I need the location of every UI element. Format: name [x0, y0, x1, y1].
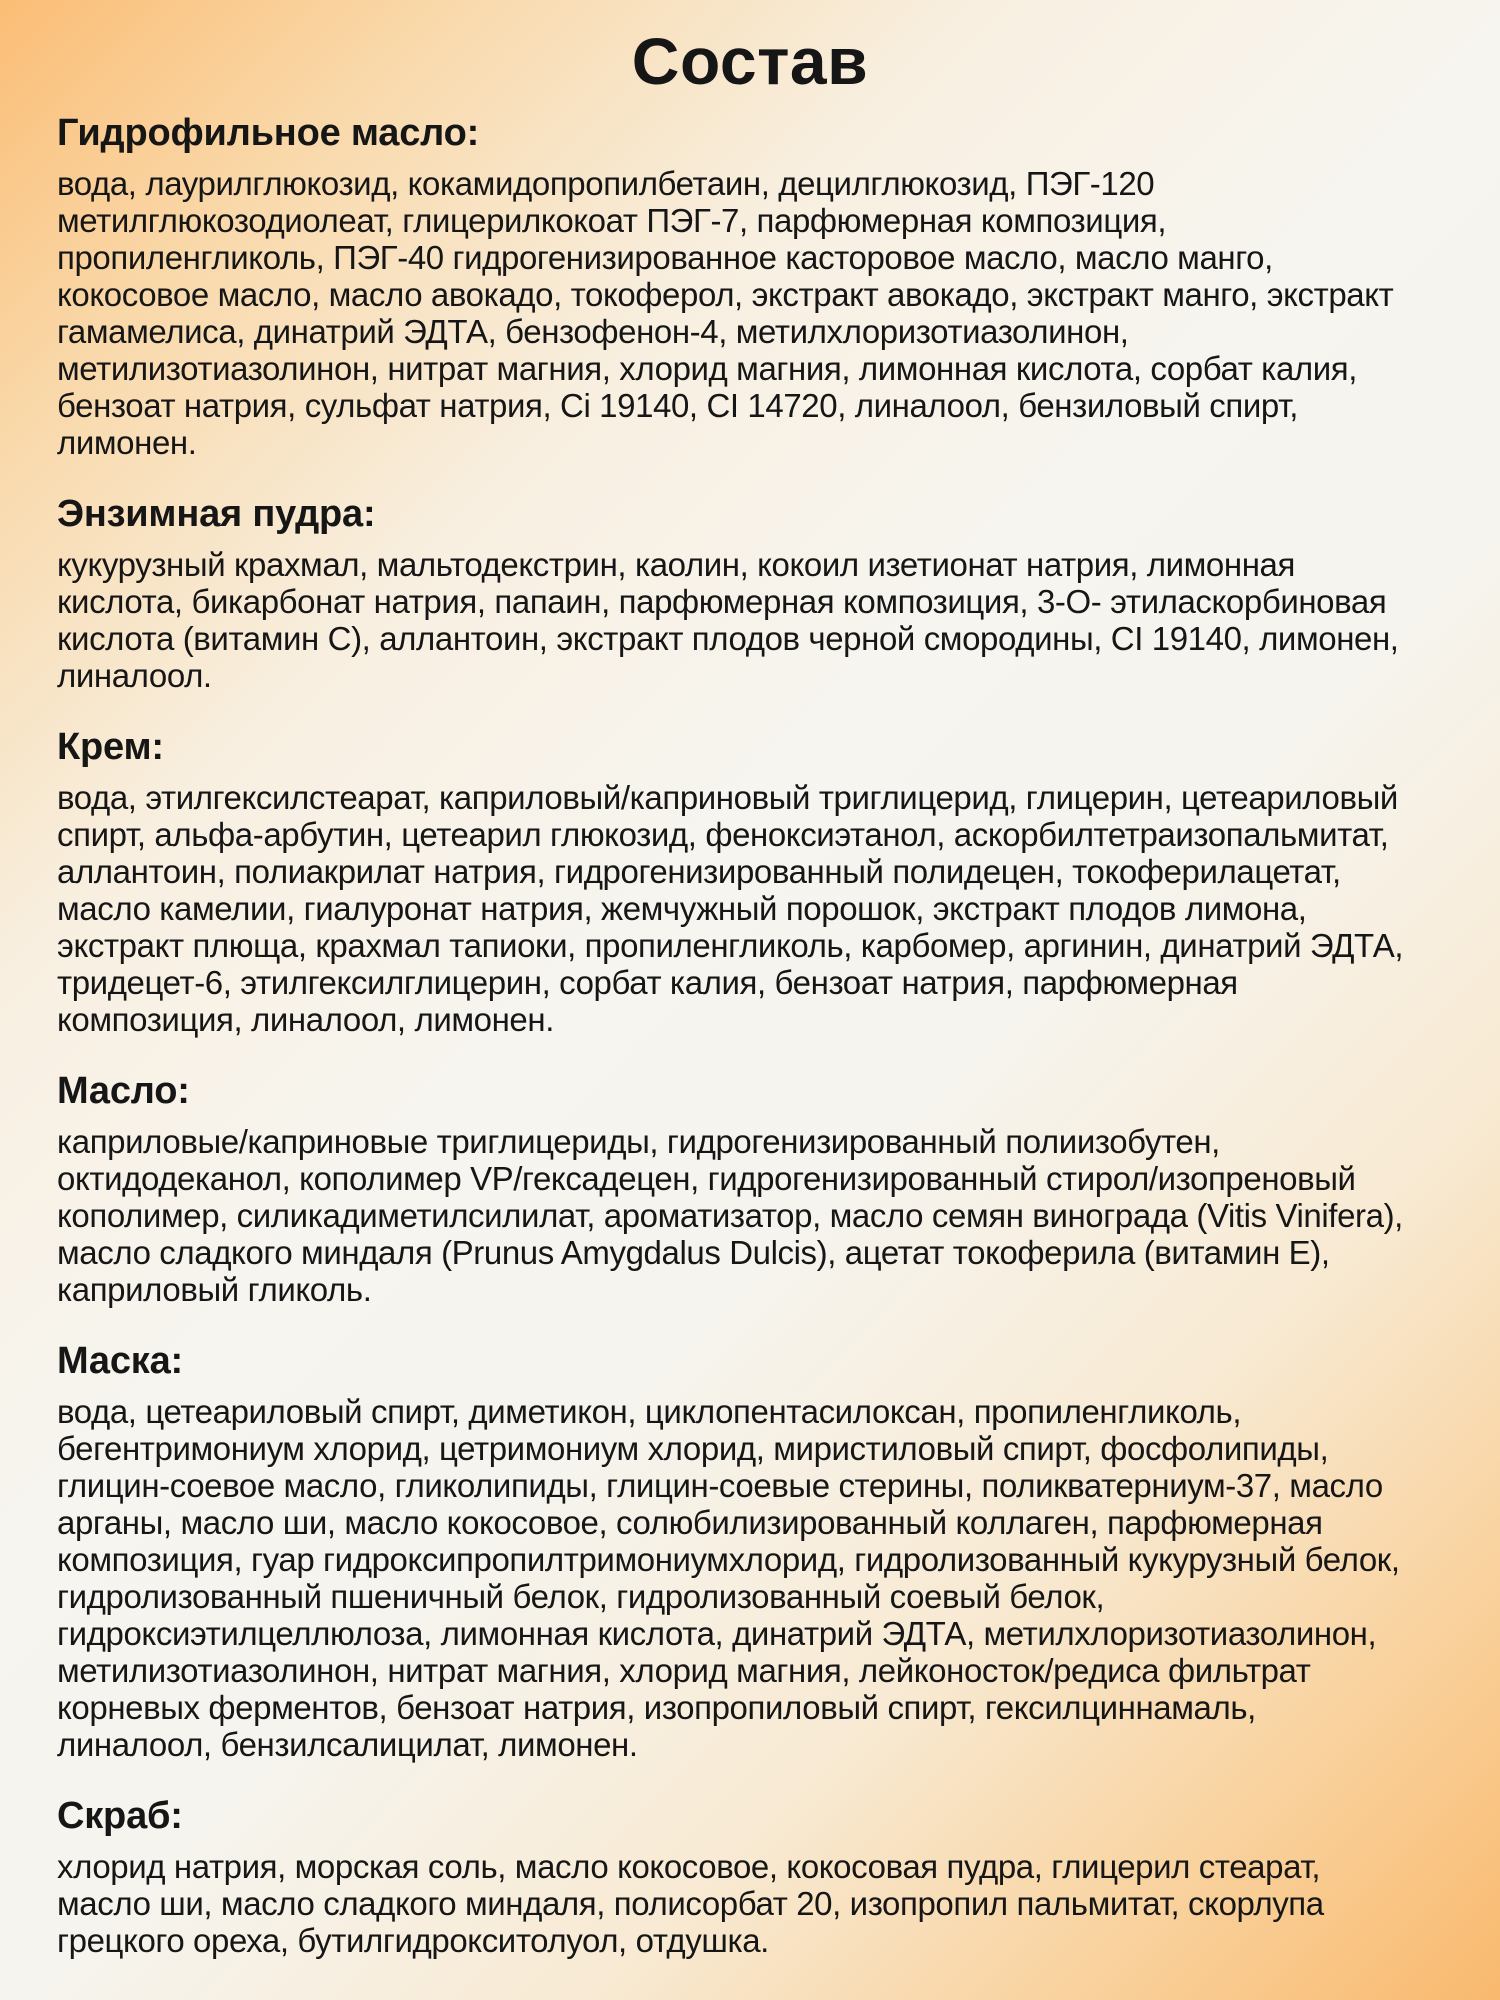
page-title: Состав [631, 24, 869, 98]
section-heading: Масло: [57, 1070, 190, 1112]
section-scrub [57, 1797, 1443, 1959]
section-body: каприловые/каприновые триглицериды, гидрогенизированный полиизобутен, октидодеканол, кополимер VP/гексадецен, гидрогенизированный стирол/изопреновый кополимер, силикадиметилсилилат, ароматизатор, масло семян винограда (Vitis Vinifera), масло сладкого миндаля (Prunus Amygdalus Dulcis), ацетат токоферила (витамин Е), каприловый гликоль. [57, 1123, 1403, 1308]
section-heading: Крем: [57, 726, 164, 768]
section-body: кукурузный крахмал, мальтодекстрин, каолин, кокоил изетионат натрия, лимонная кислота, бикарбонат натрия, папаин, парфюмерная композиция, 3-О- этиласкорбиновая кислота (витамин С), аллантоин, экстракт плодов черной смородины, CI 19140, лимонен, линалоол. [57, 546, 1399, 694]
section-body: вода, цетеариловый спирт, диметикон, циклопентасилоксан, пропиленгликоль, бегентримониум хлорид, цетримониум хлорид, миристиловый спирт, фосфолипиды, глицин-соевое масло, гликолипиды, глицин-соевые стерины, поликватерниум-37, масло арганы, масло ши, масло кокосовое, солюбилизированный коллаген, парфюмерная композиция, гуар гидроксипропилтримониумхлорид, гидролизованный кукурузный белок, гидролизованный пшеничный белок, гидролизованный соевый белок, гидроксиэтилцеллюлоза, лимонная кислота, динатрий ЭДТА, метилхлоризотиазолинон, метилизотиазолинон, нитрат магния, хлорид магния, лейконосток/редиса фильтрат корневых ферментов, бензоат натрия, изопропиловый спирт, гексилциннамаль, линалоол, бензилсалицилат, лимонен. [57, 1393, 1400, 1763]
section-heading: Маска: [57, 1340, 183, 1382]
section-body: вода, этилгексилстеарат, каприловый/каприновый триглицерид, глицерин, цетеариловый спирт, альфа-арбутин, цетеарил глюкозид, феноксиэтанол, аскорбилтетраизопальмитат, аллантоин, полиакрилат натрия, гидрогенизированный полидецен, токоферилацетат, масло камелии, гиалуронат натрия, жемчужный порошок, экстракт плодов лимона, экстракт плюща, крахмал тапиоки, пропиленгликоль, карбомер, аргинин, динатрий ЭДТА, тридецет-6, этилгексилглицерин, сорбат калия, бензоат натрия, парфюмерная композиция, линалоол, лимонен. [57, 779, 1404, 1038]
section-mask [57, 1342, 1443, 1763]
section-cream [57, 728, 1443, 1038]
section-oil [57, 1072, 1443, 1308]
section-heading: Энзимная пудра: [57, 493, 376, 535]
section-heading: Гидрофильное масло: [57, 112, 480, 154]
section-hydrophilic-oil [57, 114, 1443, 461]
section-body: вода, лаурилглюкозид, кокамидопропилбетаин, децилглюкозид, ПЭГ-120 метилглюкозодиолеат, глицерилкокоат ПЭГ-7, парфюмерная композиция, пропиленгликоль, ПЭГ-40 гидрогенизированное касторовое масло, масло манго, кокосовое масло, масло авокадо, токоферол, экстракт авокадо, экстракт манго, экстракт гамамелиса, динатрий ЭДТА, бензофенон-4, метилхлоризотиазолинон, метилизотиазолинон, нитрат магния, хлорид магния, лимонная кислота, сорбат калия, бензоат натрия, сульфат натрия, Ci 19140, CI 14720, линалоол, бензиловый спирт, лимонен. [57, 165, 1394, 461]
section-body: хлорид натрия, морская соль, масло кокосовое, кокосовая пудра, глицерил стеарат, масло ши, масло сладкого миндаля, полисорбат 20, изопропил пальмитат, скорлупа грецкого ореха, бутилгидрокситолуол, отдушка. [57, 1848, 1324, 1959]
section-heading: Скраб: [57, 1795, 183, 1837]
section-enzyme-powder [57, 495, 1443, 694]
